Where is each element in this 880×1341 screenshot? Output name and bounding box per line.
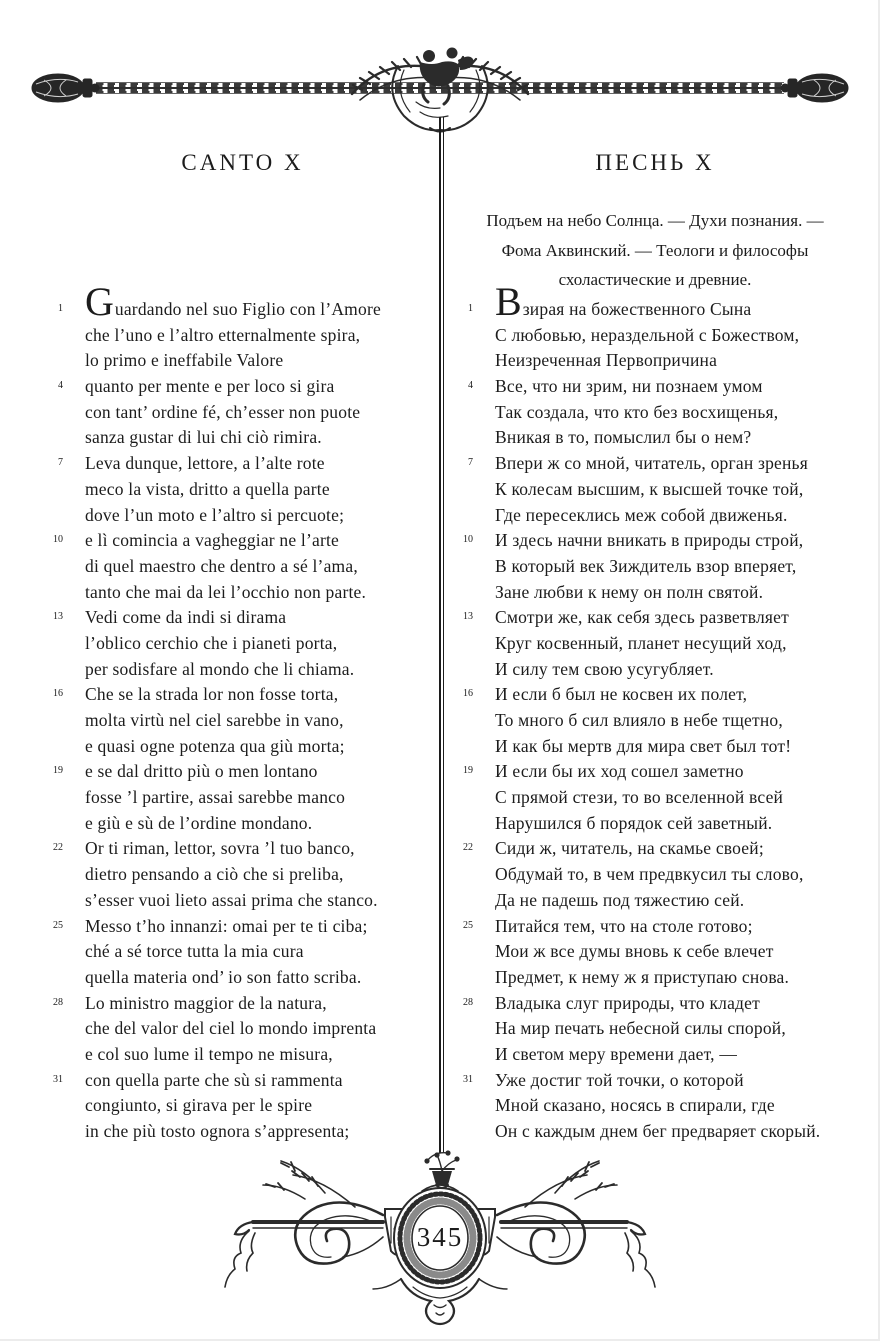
verse-number: 19 — [463, 765, 473, 777]
verse-line — [455, 761, 865, 787]
verse-text: С прямой стези, то во вселенной всей — [495, 787, 784, 808]
verse-line — [455, 505, 865, 531]
verse-text: ché a sé torce tutta la mia cura — [85, 941, 304, 962]
verse-text: К колесам высшим, к высшей точке той, — [495, 478, 804, 499]
verse-line — [455, 1095, 865, 1121]
verse-text: e quasi ogne potenza qua giù morta; — [85, 735, 345, 756]
verse-line — [455, 787, 865, 813]
verse-number: 1 — [58, 303, 63, 314]
verse-line — [455, 1121, 865, 1147]
verse-line — [45, 325, 442, 351]
verse-text: dove l’un moto e l’altro si percuote; — [85, 504, 345, 525]
footer — [205, 1145, 675, 1341]
verse-text: В который век Зиждитель взор вперяет, — [495, 555, 797, 576]
verse-line — [455, 1018, 865, 1044]
verse-text: che del valor del ciel lo mondo imprenta — [85, 1018, 377, 1039]
verse-number: 4 — [468, 380, 473, 392]
verse-line — [45, 479, 442, 505]
verse-line — [45, 1070, 442, 1096]
verse-text: Взирая на божественного Сына — [495, 279, 752, 324]
verse-line — [45, 993, 442, 1019]
verse-line — [455, 1070, 865, 1096]
verse-text: Вникая в то, помыслил бы о нем? — [495, 427, 752, 448]
argument-line: Подъем на небо Солнца. — Духи познания. — — [486, 211, 824, 230]
verse-text: con tant’ ordine fé, ch’esser non puote — [85, 401, 361, 422]
verse-line — [45, 505, 442, 531]
verse-text: di quel maestro che dentro a sé l’ama, — [85, 555, 358, 576]
page-number: 345 — [416, 1222, 464, 1252]
verse-line — [455, 659, 865, 685]
verse-line — [455, 607, 865, 633]
verse-text: e se dal dritto più o men lontano — [85, 761, 318, 782]
verse-line — [455, 890, 865, 916]
verse-text: quanto per mente e per loco si gira — [85, 376, 335, 397]
verse-text: congiunto, si girava per le spire — [85, 1095, 313, 1116]
verse-line — [45, 761, 442, 787]
verse-line — [45, 402, 442, 428]
verse-text: molta virtù nel ciel sarebbe in vano, — [85, 710, 344, 730]
verse-text: Нарушился б порядок сей заветный. — [495, 812, 773, 833]
verse-line — [45, 1121, 442, 1147]
verse-line — [45, 1095, 442, 1121]
verse-line — [455, 427, 865, 453]
verse-line — [455, 582, 865, 608]
verse-text: quella materia ond’ io son fatto scriba. — [85, 966, 362, 987]
verse-text: Сиди ж, читатель, на скамье своей; — [495, 838, 764, 859]
verse-number: 16 — [53, 688, 63, 700]
verse-number: 22 — [53, 842, 63, 854]
verse-text: Che se la strada lor non fosse torta, — [85, 684, 339, 705]
verse-line — [455, 453, 865, 479]
verse-line — [45, 838, 442, 864]
verse-line — [45, 967, 442, 993]
verse-line — [455, 864, 865, 890]
verse-text: e col suo lume il tempo ne misura, — [85, 1043, 333, 1064]
verse-line — [455, 710, 865, 736]
verse-line — [45, 864, 442, 890]
verse-number: 10 — [463, 534, 473, 546]
verse-text: Lo ministro maggior de la natura, — [85, 992, 327, 1013]
verse-column-italian — [45, 279, 442, 1147]
verse-line — [45, 941, 442, 967]
verse-text: Впери ж со мной, читатель, орган зренья — [495, 453, 808, 474]
verse-line — [45, 787, 442, 813]
verse-line — [45, 659, 442, 685]
verse-text: Зане любви к нему он полн святой. — [495, 581, 764, 602]
verse-text: fosse ’l partire, assai sarebbe manco — [85, 787, 346, 808]
verse-number: 19 — [53, 765, 63, 777]
verse-line — [45, 684, 442, 710]
verse-number: 16 — [463, 688, 473, 700]
verse-line — [455, 556, 865, 582]
verse-text: Уже достиг той точки, о которой — [495, 1069, 744, 1090]
verse-line — [45, 607, 442, 633]
verse-text: Круг косвенный, планет несущий ход, — [495, 632, 787, 653]
verse-text: На мир печать небесной силы спорой, — [495, 1018, 786, 1039]
pinecone-finial-left — [32, 74, 99, 102]
verse-line — [455, 967, 865, 993]
verse-text: И если бы их ход сошел заметно — [495, 761, 744, 782]
verse-line — [455, 530, 865, 556]
verse-text: l’oblico cerchio che i pianeti porta, — [85, 632, 338, 653]
verse-text: dietro pensando a ciò che si preliba, — [85, 864, 344, 885]
verse-text: Or ti riman, lettor, sovra ’l tuo banco, — [85, 838, 355, 859]
verse-text: То много б сил влияло в небе тщетно, — [495, 710, 783, 730]
verse-number: 28 — [463, 996, 473, 1008]
verse-line — [45, 1044, 442, 1070]
verse-text: meco la vista, dritto a quella parte — [85, 478, 330, 499]
verse-line — [455, 813, 865, 839]
verse-line — [45, 813, 442, 839]
verse-line — [455, 479, 865, 505]
pinecone-finial-right — [781, 74, 848, 102]
verse-text: con quella parte che sù si rammenta — [85, 1069, 343, 1090]
verse-line — [455, 633, 865, 659]
verse-number: 1 — [468, 303, 473, 314]
verse-line — [455, 350, 865, 376]
verse-text: Так создала, что кто без восхищенья, — [495, 401, 779, 422]
verse-number: 10 — [53, 534, 63, 546]
canto-title-russian: ПЕСНЬ X — [595, 150, 715, 175]
verse-line — [455, 916, 865, 942]
verse-text: in che più tosto ognora s’appresenta; — [85, 1121, 350, 1141]
verse-text: Владыка слуг природы, что кладет — [495, 992, 760, 1013]
verse-text: Предмет, к нему ж я приступаю снова. — [495, 966, 790, 987]
verse-line — [45, 582, 442, 608]
verse-line — [45, 1018, 442, 1044]
verse-number: 7 — [58, 457, 63, 469]
verse-text: sanza gustar di lui chi ciò rimira. — [85, 427, 322, 448]
drop-cap-initial: G — [85, 279, 115, 324]
verse-text: И здесь начни вникать в природы строй, — [495, 530, 804, 551]
verse-line — [45, 453, 442, 479]
verse-text: lo primo e ineffabile Valore — [85, 350, 284, 371]
verse-line — [45, 633, 442, 659]
verse-line — [45, 376, 442, 402]
verse-text: per sodisfare al mondo che li chiama. — [85, 658, 355, 679]
verse-text: Leva dunque, lettore, a l’alte rote — [85, 453, 325, 474]
verse-number: 7 — [468, 457, 473, 469]
verse-text: И силу тем свою усугубляет. — [495, 658, 714, 679]
verse-line — [45, 736, 442, 762]
verse-line — [455, 736, 865, 762]
verse-text: tanto che mai da lei l’occhio non parte. — [85, 581, 367, 602]
verse-line — [455, 376, 865, 402]
verse-number: 25 — [53, 919, 63, 931]
verse-number: 13 — [53, 611, 63, 623]
verse-line — [455, 993, 865, 1019]
verse-number: 31 — [463, 1073, 473, 1085]
verse-number: 22 — [463, 842, 473, 854]
flower-urn — [424, 1150, 459, 1188]
verse-number: 13 — [463, 611, 473, 623]
verse-text: Да не падешь под тяжестию сей. — [495, 889, 745, 910]
verse-text: И как бы мертв для мира свет был тот! — [495, 735, 792, 756]
verse-number: 25 — [463, 919, 473, 931]
verse-line — [45, 710, 442, 736]
verse-text: Неизреченная Первопричина — [495, 350, 718, 371]
verse-line — [45, 427, 442, 453]
verse-line — [45, 556, 442, 582]
verse-text: s’esser vuoi lieto assai prima che stanco. — [85, 889, 378, 910]
verse-line — [455, 941, 865, 967]
verse-text: Где пересеклись меж собой движенья. — [495, 504, 788, 525]
canto-title-italian: CANTO X — [181, 150, 304, 175]
verse-line — [45, 916, 442, 942]
verse-text: Смотри же, как себя здесь разветвляет — [495, 607, 789, 628]
verse-line — [455, 838, 865, 864]
verse-text: Все, что ни зрим, ни познаем умом — [495, 376, 763, 397]
verse-line — [455, 1044, 865, 1070]
verse-line — [455, 684, 865, 710]
drop-cap-initial: В — [495, 279, 523, 324]
verse-line — [45, 279, 442, 325]
verse-line — [45, 350, 442, 376]
verse-text: Guardando nel suo Figlio con l’Amore — [85, 279, 381, 324]
verse-text: Обдумай то, в чем предвкусил ты слово, — [495, 864, 804, 885]
verse-text: e lì comincia a vagheggiar ne l’arte — [85, 530, 340, 551]
verse-number: 4 — [58, 380, 63, 392]
verse-number: 28 — [53, 996, 63, 1008]
verse-line — [45, 530, 442, 556]
verse-text: Vedi come da indi si dirama — [85, 607, 287, 628]
verse-line — [455, 325, 865, 351]
verse-text: Питайся тем, что на столе готово; — [495, 915, 753, 936]
argument-line: Фома Аквинский. — Теологи и философы — [501, 240, 809, 260]
verse-line — [455, 402, 865, 428]
verse-text: С любовью, нераздельной с Божеством, — [495, 324, 800, 345]
verse-text: Он с каждым днем бег предваряет скорый. — [495, 1121, 821, 1141]
verse-number: 31 — [53, 1073, 63, 1085]
verse-text: И светом меру времени дает, — — [495, 1043, 738, 1064]
verse-text: Messo t’ho innanzi: omai per te ti ciba; — [85, 915, 368, 936]
verse-text: che l’uno e l’altro etternalmente spira, — [85, 324, 361, 345]
verse-line — [45, 890, 442, 916]
verse-text: Мои ж все думы вновь к себе влечет — [495, 941, 774, 962]
argument-line: схоластические и древние. — [558, 270, 752, 289]
verse-text: И если б был не косвен их полет, — [495, 684, 748, 705]
verse-text: e giù e sù de l’ordine mondano. — [85, 812, 313, 833]
verse-text: Мной сказано, носясь в спирали, где — [495, 1095, 775, 1116]
